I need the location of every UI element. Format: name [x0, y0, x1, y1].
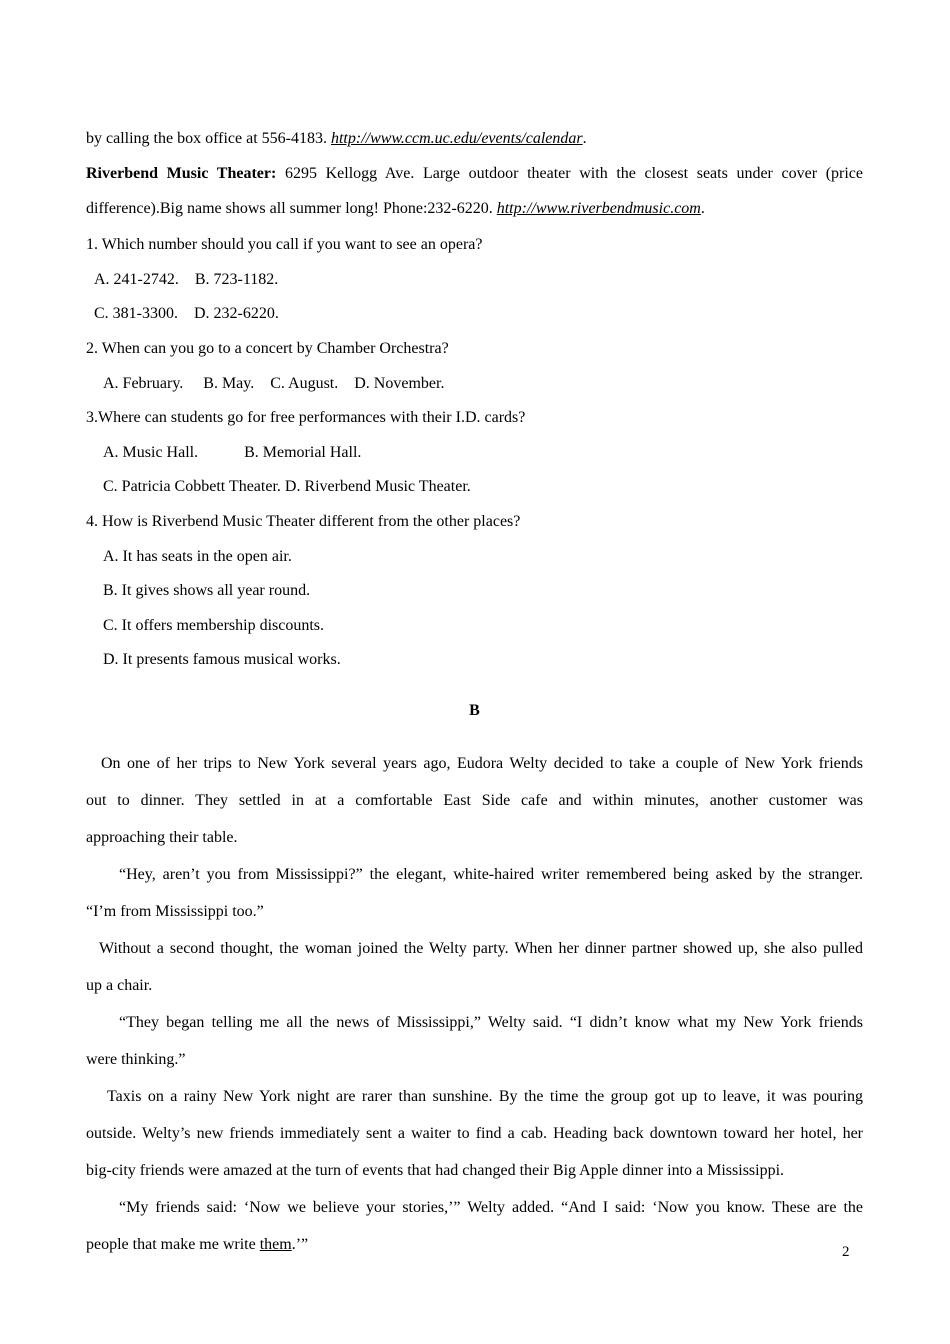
box-office-line [86, 122, 863, 157]
question-2-options: A. February. B. May. C. August. D. November. [103, 374, 445, 392]
riverbend-line-1 [86, 157, 863, 192]
paragraph-5-line-1: Taxis on a rainy New York night are rarer than sunshine. By the time the group got up to leave, it was pouring [107, 1087, 863, 1105]
paragraph-2-line-2: “I’m from Mississippi too.” [86, 902, 264, 920]
paragraph-4-line-2: were thinking.” [86, 1050, 186, 1068]
paragraph-6-line-2 [86, 1226, 863, 1263]
question-4-option-a: A. It has seats in the open air. [103, 547, 292, 565]
riverbend-link[interactable]: http://www.riverbendmusic.com [496, 200, 701, 218]
question-4-option-c: C. It offers membership discounts. [103, 616, 325, 634]
paragraph-4-line-1: “They began telling me all the news of Mississippi,” Welty said. “I didn’t know what my New York friends [119, 1013, 863, 1031]
period: . [582, 130, 587, 147]
document-page [86, 122, 863, 1263]
riverbend-name: Riverbend Music Theater: [86, 164, 277, 182]
paragraph-3-line-2: up a chair. [86, 976, 153, 994]
question-2: 2. When can you go to a concert by Chamber Orchestra? [86, 339, 449, 357]
question-3: 3.Where can students go for free performances with their I.D. cards? [86, 409, 526, 427]
passage-paragraph-2 [86, 856, 863, 930]
question-1: 1. Which number should you call if you want to see an opera? [86, 236, 483, 254]
section-b-heading: B [469, 701, 480, 719]
paragraph-2-line-1: “Hey, aren’t you from Mississippi?” the elegant, white-haired writer remembered being asked by the stranger. [119, 865, 863, 883]
question-3-option-b: B. Memorial Hall. [244, 443, 362, 461]
question-3-options-ab [86, 436, 863, 471]
question-4-option-b: B. It gives shows all year round. [103, 582, 311, 600]
riverbend-phone-text: difference).Big name shows all summer long! Phone:232-6220. [86, 200, 497, 218]
passage-paragraph-4 [86, 1004, 863, 1078]
question-4-option-d: D. It presents famous musical works. [103, 651, 341, 669]
paragraph-6-line-1: “My friends said: ‘Now we believe your stories,’” Welty added. “And I said: ‘Now you know. These are the [119, 1198, 863, 1216]
passage-paragraph-6 [86, 1189, 863, 1263]
question-1-options-ab: A. 241-2742. B. 723-1182. [94, 270, 279, 288]
passage-paragraph-5 [86, 1078, 863, 1189]
underlined-word-them: them [259, 1235, 292, 1253]
riverbend-line-2 [86, 190, 863, 228]
question-3-option-a: A. Music Hall. [103, 443, 199, 461]
paragraph-1-line-3: approaching their table. [86, 828, 238, 846]
closing-quote: .’” [291, 1235, 309, 1253]
question-3-options-cd: C. Patricia Cobbett Theater. D. Riverbend Music Theater. [103, 478, 471, 496]
page-number: 2 [842, 1244, 850, 1260]
paragraph-3-line-1: Without a second thought, the woman joined the Welty party. When her dinner partner showed up, she also pulled [99, 939, 863, 957]
paragraph-1-line-2: out to dinner. They settled in at a comfortable East Side cafe and within minutes, another customer was [86, 791, 863, 809]
paragraph-5-line-2: outside. Welty’s new friends immediately sent a waiter to find a cab. Heading back downtown toward her hotel, her [86, 1124, 863, 1142]
paragraph-5-line-3: big-city friends were amazed at the turn of events that had changed their Big Apple dinner into a Mississippi. [86, 1161, 785, 1179]
passage-paragraph-3 [86, 930, 863, 1004]
period: . [700, 200, 705, 218]
question-1-options-cd: C. 381-3300. D. 232-6220. [94, 305, 279, 323]
ccm-calendar-link[interactable]: http://www.ccm.uc.edu/events/calendar [330, 130, 583, 147]
box-office-text: by calling the box office at 556-4183. [86, 130, 331, 147]
question-4: 4. How is Riverbend Music Theater different from the other places? [86, 512, 521, 530]
passage-paragraph-1 [86, 745, 863, 856]
riverbend-description: 6295 Kellogg Ave. Large outdoor theater with the closest seats under cover (price [276, 164, 864, 182]
paragraph-6-text: people that make me write [86, 1235, 260, 1253]
paragraph-1-line-1: On one of her trips to New York several years ago, Eudora Welty decided to take a couple of New York friends [101, 754, 863, 772]
